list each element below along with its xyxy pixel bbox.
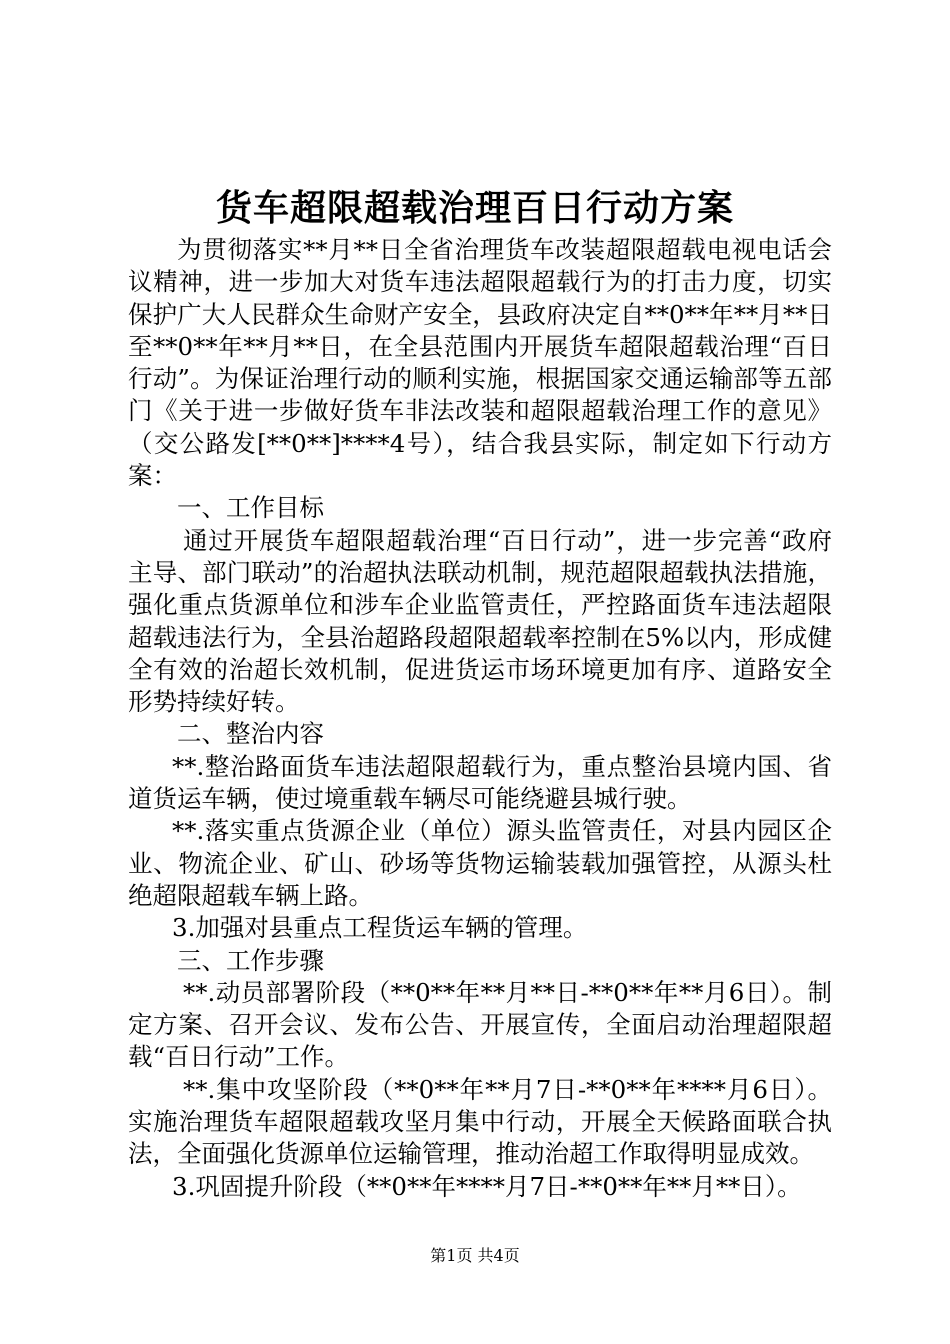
content-item-2: **.落实重点货源企业（单位）源头监管责任，对县内园区企业、物流企业、矿山、砂场等货物运输装载加强管控，从源头杜绝超限超载车辆上路。 <box>128 816 832 910</box>
document-title: 货车超限超载治理百日行动方案 <box>215 187 734 229</box>
goals-paragraph: 通过开展货车超限超载治理“百日行动”，进一步完善“政府主导、部门联动”的治超执法联动机制，规范超限超载执法措施，强化重点货源单位和涉车企业监管责任，严控路面货车违法超限超载违法行为，全县治超路段超限超载率控制在5%以内，形成健全有效的治超长效机制，促进货运市场环境更加有序、道路安全形势持续好转。 <box>128 525 832 717</box>
section-heading-content: 二、整治内容 <box>177 719 324 749</box>
document-body <box>128 234 832 1203</box>
page-footer: 第1页 共4页 <box>430 1246 520 1265</box>
steps-item-3: 3.巩固提升阶段（**0**年****月7日-**0**年**月**日）。 <box>172 1171 802 1201</box>
steps-item-2: **.集中攻坚阶段（**0**年**月7日-**0**年****月6日）。实施治理货车超限超载攻坚月集中行动，开展全天候路面联合执法，全面强化货源单位运输管理，推动治超工作取得明显成效。 <box>128 1074 832 1169</box>
steps-item-1: **.动员部署阶段（**0**年**月**日-**0**年**月6日）。制定方案、召开会议、发布公告、开展宣传，全面启动治理超限超载“百日行动”工作。 <box>128 977 832 1072</box>
intro-paragraph: 为贯彻落实**月**日全省治理货车改装超限超载电视电话会议精神，进一步加大对货车违法超限超载行为的打击力度，切实保护广大人民群众生命财产安全，县政府决定自**0**年**月**日至**0**年**月**日，在全县范围内开展货车超限超载治理“百日行动”。为保证治理行动的顺利实施，根据国家交通运输部等五部门《关于进一步做好货车非法改装和超限超载治理工作的意见》（交公路发[**0**]****4号），结合我县实际，制定如下行动方案： <box>128 235 832 491</box>
section-heading-steps: 三、工作步骤 <box>177 945 324 975</box>
section-heading-goals: 一、工作目标 <box>177 493 324 523</box>
content-item-1: **.整治路面货车违法超限超载行为，重点整治县境内国、省道货运车辆，使过境重载车辆尽可能绕避县城行驶。 <box>128 751 832 814</box>
content-item-3: 3.加强对县重点工程货运车辆的管理。 <box>172 913 588 943</box>
